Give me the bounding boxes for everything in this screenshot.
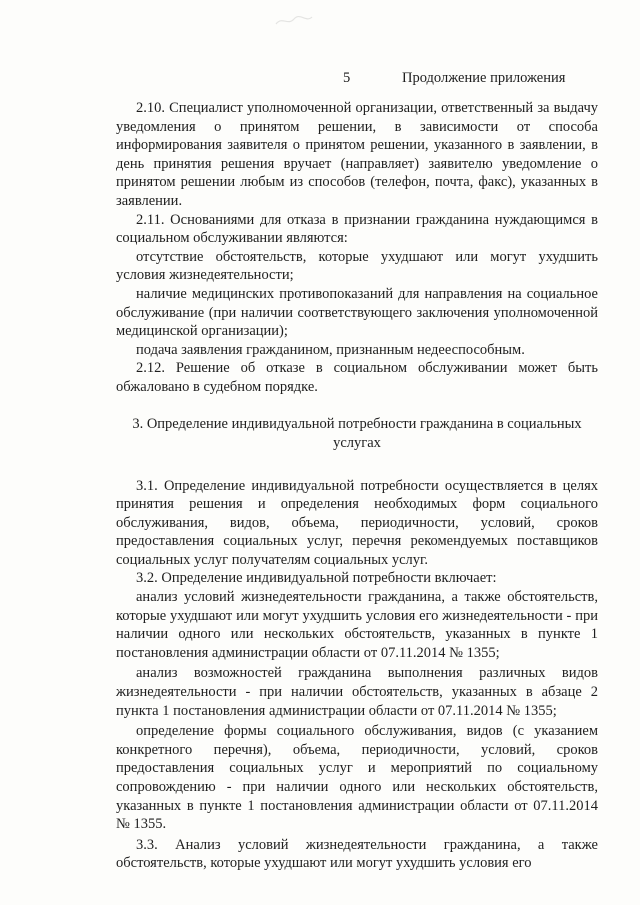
document-body: [116, 99, 598, 873]
section-3-title: 3. Определение индивидуальной потребности гражданина в социальных услугах: [132, 415, 582, 451]
refusal-ground-2: наличие медицинских противопоказаний для направления на социальное обслуживание (при наличии соответствующего заключения уполномоченной медицинской организации);: [116, 285, 598, 340]
paragraph-3-2: 3.2. Определение индивидуальной потребности включает:: [136, 570, 497, 587]
refusal-ground-1: отсутствие обстоятельств, которые ухудшают или могут ухудшить условия жизнедеятельности;: [116, 248, 598, 284]
page-number: 5: [343, 70, 351, 86]
paragraph-2-12: 2.12. Решение об отказе в социальном обслуживании может быть обжаловано в судебном порядке.: [116, 360, 598, 395]
paragraph-3-3: 3.3. Анализ условий жизнедеятельности гражданина, а также обстоятельств, которые ухудшают или могут ухудшить условия его: [116, 836, 598, 872]
paragraph-2-10: 2.10. Специалист уполномоченной организации, ответственный за выдачу уведомления о принятом решении, в зависимости от способа информирования заявителя о принятом решении, указанного в заявлении, в день принятия решения вручает (направляет) заявителю уведомление о принятом решении любым из способов (телефон, почта, факс), указанных в заявлении.: [116, 100, 598, 209]
paragraph-3-1: 3.1. Определение индивидуальной потребности осуществляется в целях принятия решения и определения необходимых форм социального обслуживания, видов, объема, периодичности, условий, сроков предоставления социальных услуг, перечня рекомендуемых поставщиков социальных услуг получателям социальных услуг.: [116, 477, 598, 568]
assessment-item-3: определение формы социального обслуживания, видов (с указанием конкретного перечня), объема, периодичности, условий, сроков предоставления социальных услуг и мероприятий по социальному сопровождению - при наличии одного или нескольких обстоятельств, указанных в пункте 1 постановления администрации области от 07.11.2014 № 1355.: [116, 723, 598, 833]
assessment-item-1: анализ условий жизнедеятельности гражданина, а также обстоятельств, которые ухудшают или могут ухудшить условия его жизнедеятельности - при наличии одного или нескольких обстоятельств, указанных в пункте 1 постановления администрации области от 07.11.2014 № 1355;: [116, 589, 598, 661]
scan-artifact-icon: [272, 14, 316, 28]
appendix-continuation-note: Продолжение приложения: [402, 70, 566, 86]
page-header: [0, 68, 640, 88]
assessment-item-2: анализ возможностей гражданина выполнения различных видов жизнедеятельности - при наличии обстоятельств, указанных в абзаце 2 пункта 1 постановления администрации области от 07.11.2014 № 1355;: [116, 665, 598, 719]
refusal-ground-3: подача заявления гражданином, признанным недееспособным.: [136, 341, 525, 358]
paragraph-2-11: 2.11. Основаниями для отказа в признании гражданина нуждающимся в социальном обслуживании являются:: [116, 211, 598, 247]
